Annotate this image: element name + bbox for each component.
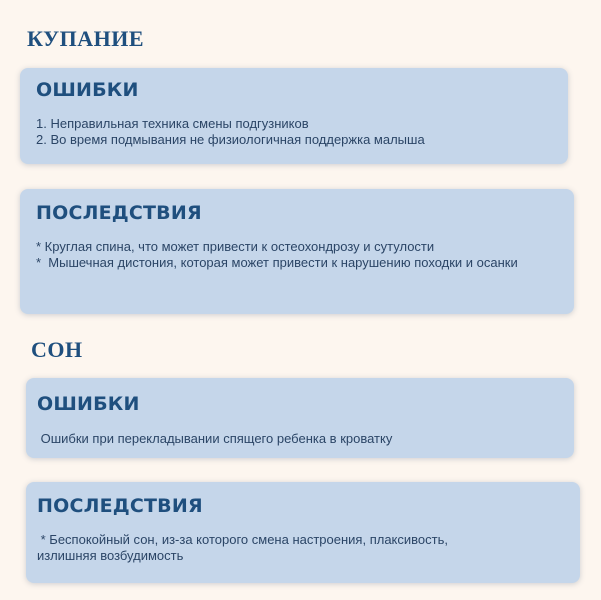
section-title-bathing: КУПАНИЕ [27,26,145,51]
sleep-consequence-line: * Беспокойный сон, из-за которого смена настроения, плаксивость, излишняя возбудимость [37,532,452,563]
bathing-mistake-line: 1. Неправильная техника смены подгузников [36,116,309,131]
bathing-mistakes-heading: ОШИБКИ [36,79,139,101]
sleep-consequences-card [26,482,580,583]
sleep-mistakes-card [26,378,574,458]
bathing-mistakes-card [20,68,568,164]
bathing-consequence-line: * Круглая спина, что может привести к остеохондрозу и сутулости [36,239,435,254]
bathing-consequences-card [20,189,574,314]
bathing-mistake-line: 2. Во время подмывания не физиологичная поддержка малыша [36,132,425,147]
bathing-consequences-text [36,239,534,271]
sleep-mistake-line: Ошибки при перекладывании спящего ребенка в кроватку [37,431,393,446]
sleep-consequences-text [37,532,500,564]
section-title-sleep: СОН [31,337,83,362]
bathing-consequence-line: * Мышечная дистония, которая может привести к нарушению походки и осанки [36,255,518,270]
bathing-consequences-heading: ПОСЛЕДСТВИЯ [36,202,202,224]
bathing-mistakes-text [36,116,552,148]
sleep-mistakes-heading: ОШИБКИ [37,393,140,415]
sleep-mistakes-text [37,431,558,447]
sleep-consequences-heading: ПОСЛЕДСТВИЯ [37,495,203,517]
